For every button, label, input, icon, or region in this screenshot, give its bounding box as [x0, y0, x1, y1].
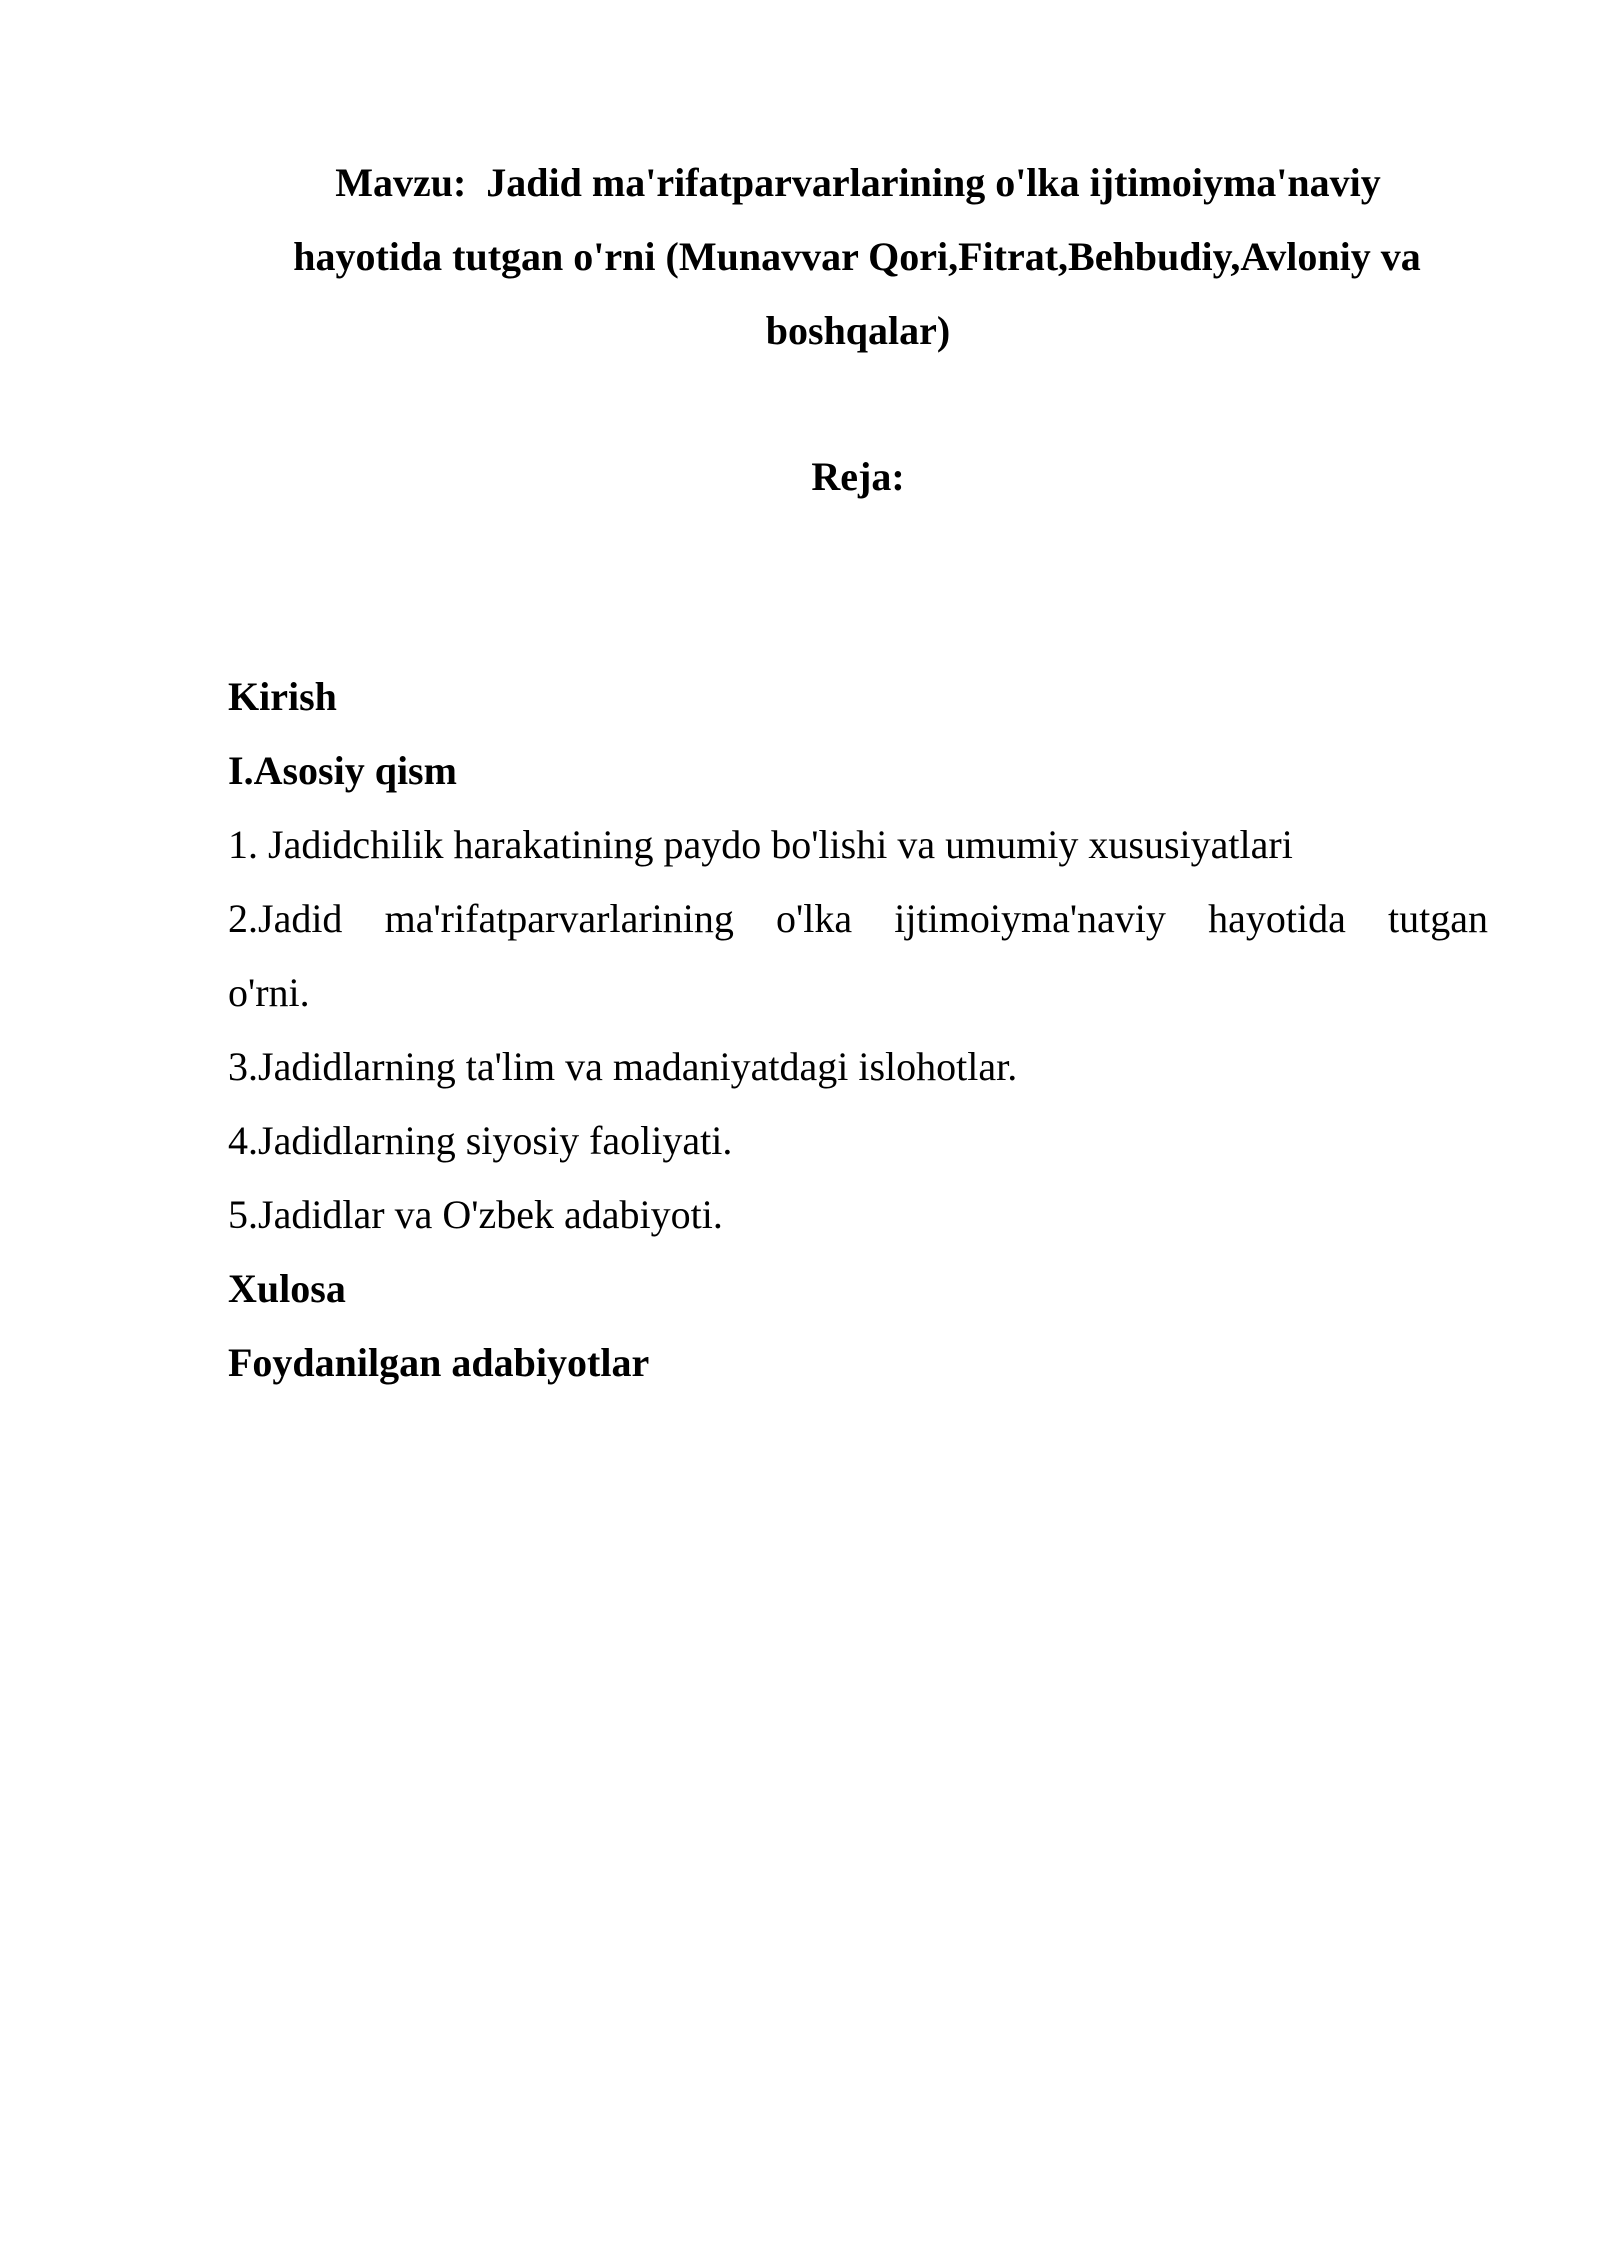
outline-item-2 [228, 882, 1488, 1030]
outline-references: Foydanilgan adabiyotlar [228, 1340, 650, 1385]
outline-intro: Kirish [228, 674, 337, 719]
title-line-3: boshqalar) [765, 308, 951, 353]
plan-heading: Reja: [811, 454, 905, 499]
outline-main-part: I.Asosiy qism [228, 748, 457, 793]
document-title [228, 146, 1488, 368]
outline-item-2-line-1: 2.Jadid ma'rifatparvarlarining o'lka ijtimoiyma'naviy hayotida tutgan [228, 896, 1488, 941]
outline-item-1: 1. Jadidchilik harakatining paydo bo'lishi va umumiy xususiyatlari [228, 822, 1293, 867]
outline-conclusion: Xulosa [228, 1266, 346, 1311]
outline-item-3: 3.Jadidlarning ta'lim va madaniyatdagi islohotlar. [228, 1044, 1018, 1089]
title-line-1: Mavzu: Jadid ma'rifatparvarlarining o'lka ijtimoiyma'naviy [335, 160, 1381, 205]
title-line-2: hayotida tutgan o'rni (Munavvar Qori,Fitrat,Behbudiy,Avloniy va [293, 234, 1421, 279]
plan-outline [228, 660, 1488, 1400]
outline-item-2-line-2: o'rni. [228, 970, 310, 1015]
outline-item-5: 5.Jadidlar va O'zbek adabiyoti. [228, 1192, 723, 1237]
outline-item-4: 4.Jadidlarning siyosiy faoliyati. [228, 1118, 733, 1163]
